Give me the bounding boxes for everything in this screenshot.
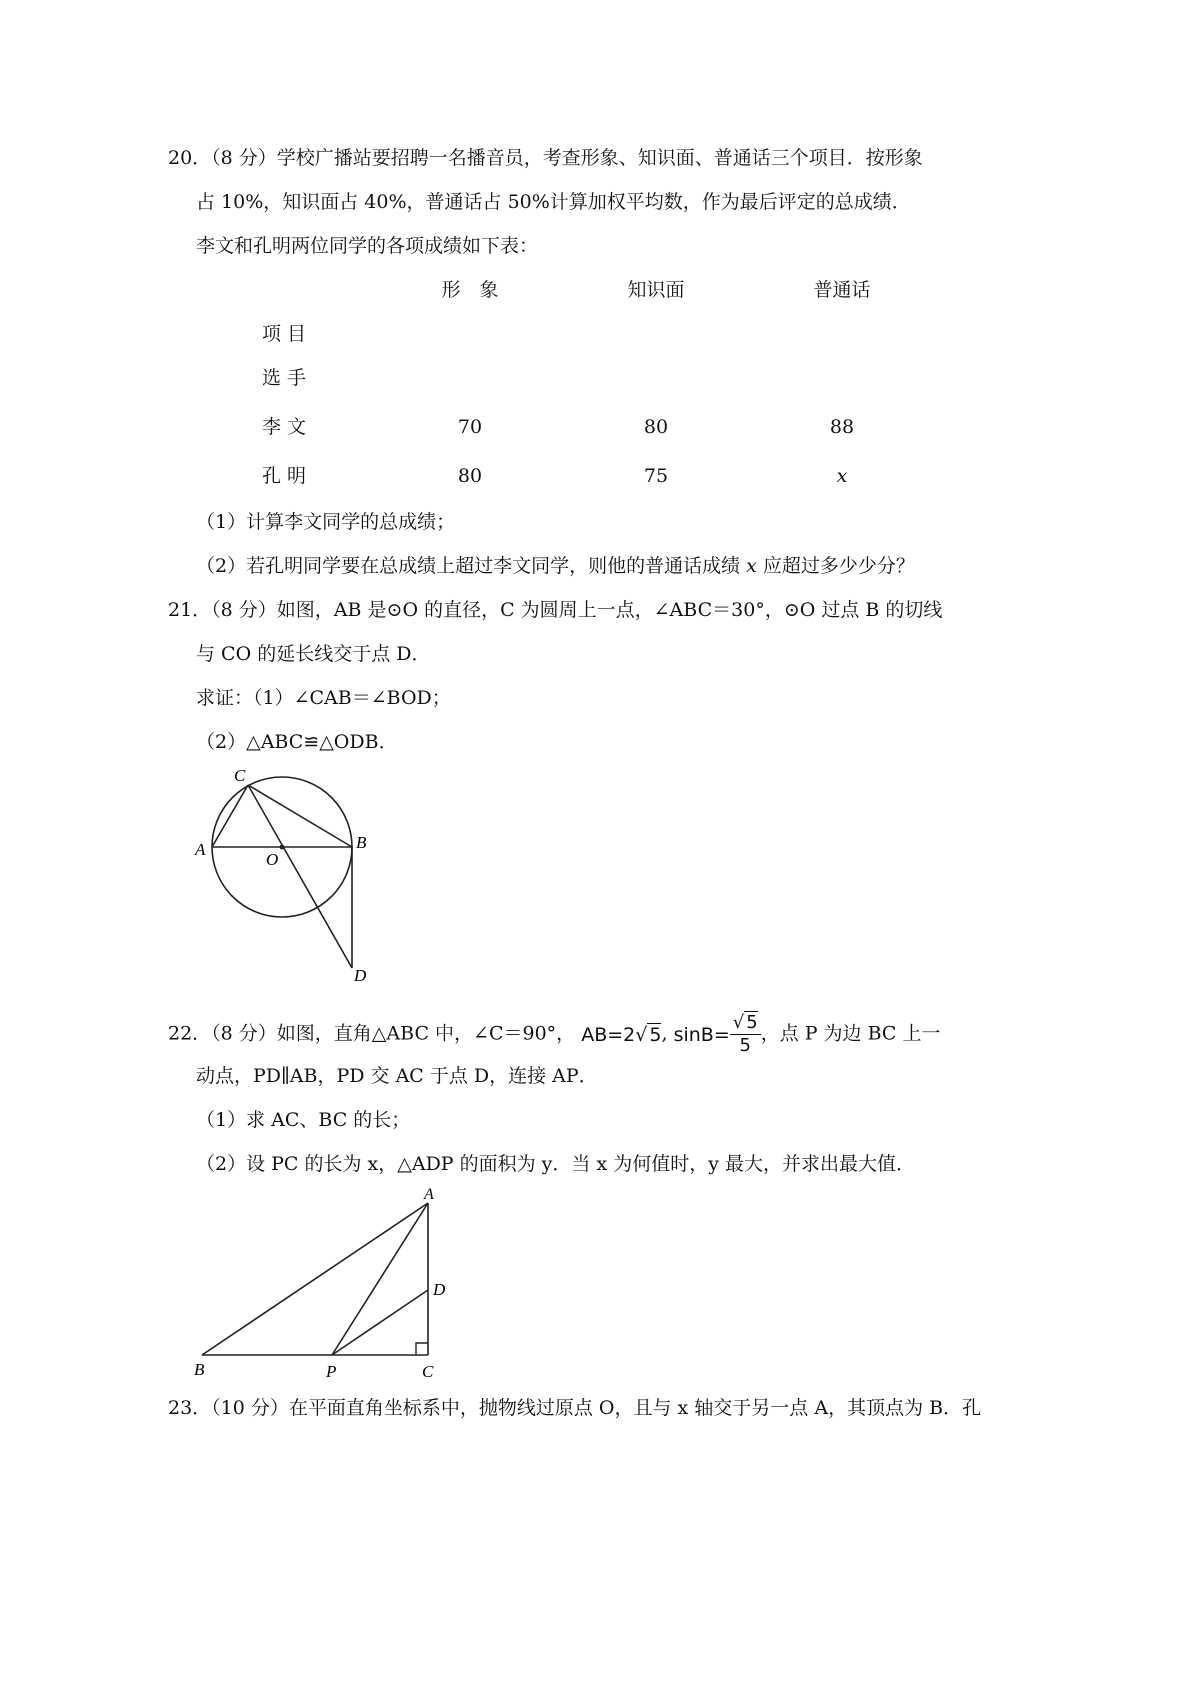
table-header-knowledge: 知识面 bbox=[627, 279, 685, 301]
q22-line1-text-a: 22．（8 分）如图，直角△ABC 中，∠C＝90°， bbox=[168, 1022, 576, 1045]
label-A: A bbox=[195, 840, 206, 859]
q22-line1: 22．（8 分）如图，直角△ABC 中，∠C＝90°， AB=2√ 5, sinB= $\frac{√ 5}{5}$ ，点 P 为边 BC 上一 bbox=[168, 1012, 941, 1056]
table-cell: 80 bbox=[643, 416, 669, 438]
table-cell: 80 bbox=[457, 465, 483, 487]
table-header-appearance: 形 象 bbox=[441, 279, 499, 301]
q20-sub2-text-a: （2）若孔明同学要在总成绩上超过李文同学，则他的普通话成绩 bbox=[196, 555, 747, 577]
label-P: P bbox=[326, 1362, 337, 1381]
label-B: B bbox=[356, 833, 367, 852]
label-D: D bbox=[433, 1280, 446, 1299]
q22-line2: 动点，PD∥AB，PD 交 AC 于点 D，连接 AP． bbox=[196, 1065, 598, 1087]
table-cell: x bbox=[836, 465, 848, 487]
q20-line1: 20．（8 分）学校广播站要招聘一名播音员，考查形象、知识面、普通话三个项目．按形象 bbox=[168, 147, 923, 169]
sin-label: sinB= bbox=[673, 1023, 730, 1046]
q20-sub1: （1）计算李文同学的总成绩； bbox=[196, 511, 456, 533]
q21-line1: 21．（8 分）如图，AB 是⊙O 的直径，C 为圆周上一点，∠ABC＝30°，⊙O 过点 B 的切线 bbox=[168, 599, 943, 621]
q20-line3: 李文和孔明两位同学的各项成绩如下表： bbox=[196, 235, 539, 257]
circle-figure bbox=[190, 765, 390, 985]
table-cell: 75 bbox=[643, 465, 669, 487]
table-corner-player: 选 手 bbox=[262, 367, 307, 389]
q23-line1: 23．（10 分）在平面直角坐标系中，抛物线过原点 O，且与 x 轴交于另一点 A，其顶点为 B．孔 bbox=[168, 1397, 982, 1419]
table-cell: 70 bbox=[457, 416, 483, 438]
table-row-name: 孔 明 bbox=[262, 465, 307, 487]
q21-line4: （2）△ABC≌△ODB． bbox=[196, 731, 398, 753]
q22-sub1: （1）求 AC、BC 的长； bbox=[196, 1109, 411, 1131]
sin-numerator: 5 bbox=[746, 1012, 758, 1033]
label-O: O bbox=[266, 850, 279, 869]
table-header-mandarin: 普通话 bbox=[813, 279, 871, 301]
table-corner-item: 项 目 bbox=[262, 323, 307, 345]
sin-denominator: 5 bbox=[739, 1035, 751, 1056]
q20-sub2-variable: x bbox=[746, 555, 757, 577]
sin-fraction: $\frac{√ 5}{5}$ bbox=[730, 1012, 761, 1057]
q20-sub2 bbox=[196, 554, 915, 578]
label-B: B bbox=[194, 1360, 205, 1379]
ab-root: 5 bbox=[649, 1023, 662, 1046]
q21-line2: 与 CO 的延长线交于点 D． bbox=[196, 643, 431, 665]
q20-line2: 占 10%，知识面占 40%，普通话占 50%计算加权平均数，作为最后评定的总成绩． bbox=[196, 191, 911, 213]
label-C: C bbox=[234, 766, 246, 785]
label-C: C bbox=[422, 1362, 434, 1381]
q20-sub2-text-b: 应超过多少少分？ bbox=[756, 555, 915, 577]
ab-expression: AB=2√ 5 bbox=[581, 1023, 662, 1046]
label-A: A bbox=[424, 1186, 434, 1203]
table-row-name: 李 文 bbox=[262, 416, 307, 438]
label-D: D bbox=[354, 966, 367, 985]
q22-line1-text-b: ，点 P 为边 BC 上一 bbox=[760, 1022, 941, 1045]
q21-line3: 求证：（1）∠CAB＝∠BOD； bbox=[196, 687, 451, 709]
ab-text: AB=2 bbox=[581, 1023, 636, 1046]
table-cell: 88 bbox=[829, 416, 855, 438]
triangle-figure bbox=[190, 1185, 460, 1385]
q22-sub2: （2）设 PC 的长为 x，△ADP 的面积为 y．当 x 为何值时，y 最大，并求出最大值． bbox=[196, 1153, 915, 1175]
